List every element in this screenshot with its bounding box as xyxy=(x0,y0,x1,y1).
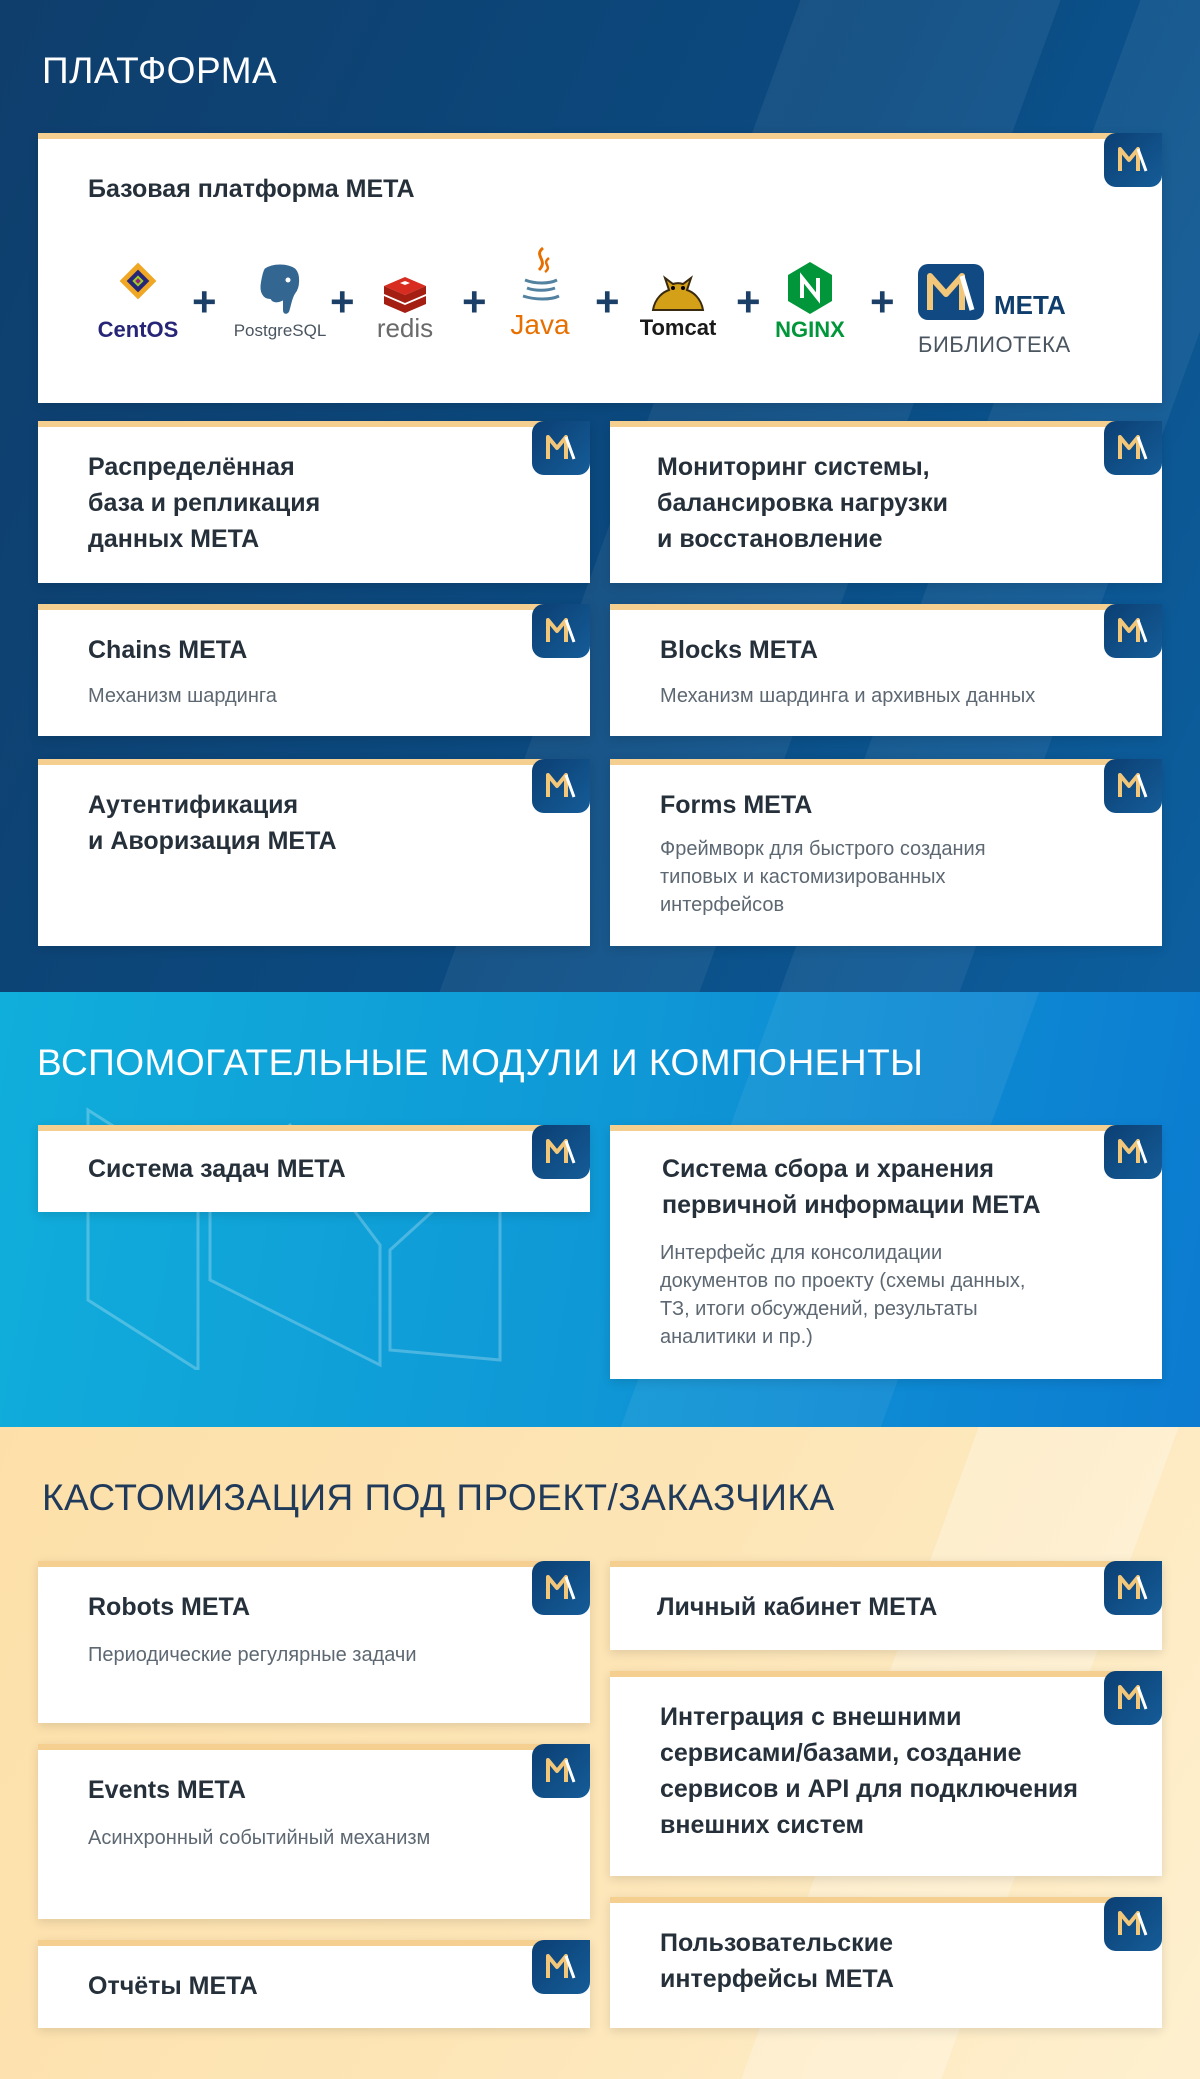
card-personal-account xyxy=(610,1561,1162,1650)
card-chains xyxy=(38,604,590,736)
card-title xyxy=(660,1699,1078,1843)
card-distributed-db xyxy=(38,421,590,583)
card-monitoring xyxy=(610,421,1162,583)
card-title-line: и восстановление xyxy=(657,525,883,553)
card-title-line: и Аворизация META xyxy=(88,827,337,855)
meta-logo-icon xyxy=(1118,1575,1148,1601)
meta-logo-icon xyxy=(546,1954,576,1980)
meta-logo-icon xyxy=(546,1758,576,1784)
card-title xyxy=(88,449,320,557)
plus-sign: + xyxy=(192,278,217,325)
card-description: Асинхронный событийный механизм xyxy=(88,1827,431,1849)
meta-badge xyxy=(1104,133,1162,187)
meta-library-icon xyxy=(918,264,984,320)
card-title-line: Интеграция с внешними xyxy=(660,1703,962,1731)
card-auth xyxy=(38,759,590,946)
card-title-line: данных META xyxy=(88,525,260,553)
plus-sign: + xyxy=(736,278,761,325)
card-title-line: первичной информации META xyxy=(662,1191,1041,1219)
card-description xyxy=(660,1239,1025,1351)
card-integration xyxy=(610,1671,1162,1876)
logo-label-redis: redis xyxy=(376,313,434,343)
logo-label-tomcat: Tomcat xyxy=(639,315,717,340)
logo-centos xyxy=(88,260,188,343)
meta-badge xyxy=(532,604,590,658)
meta-logo-icon xyxy=(546,435,576,461)
meta-badge xyxy=(1104,1897,1162,1951)
meta-badge xyxy=(1104,1561,1162,1615)
logo-label-postgresql: PostgreSQL xyxy=(233,321,327,340)
meta-badge xyxy=(1104,421,1162,475)
platform-section xyxy=(0,0,1200,992)
card-forms xyxy=(610,759,1162,946)
card-user-interfaces xyxy=(610,1897,1162,2028)
card-title xyxy=(657,449,948,557)
meta-logo-icon xyxy=(1118,773,1148,799)
logo-java xyxy=(490,246,590,341)
section-title-custom: КАСТОМИЗАЦИЯ ПОД ПРОЕКТ/ЗАКАЗЧИКА xyxy=(42,1477,835,1518)
card-description xyxy=(660,835,986,919)
base-platform-title: Базовая платформа META xyxy=(88,175,415,203)
meta-logo-icon xyxy=(1118,1911,1148,1937)
meta-logo-icon xyxy=(546,1575,576,1601)
card-desc-line: Фреймворк для быстрого создания xyxy=(660,838,986,860)
card-desc-line: Интерфейс для консолидации xyxy=(660,1242,943,1264)
meta-logo-icon xyxy=(1118,1139,1148,1165)
meta-logo-icon xyxy=(1118,1685,1148,1711)
card-desc-line: ТЗ, итоги обсуждений, результаты xyxy=(660,1298,978,1320)
meta-badge xyxy=(532,1125,590,1179)
card-title: Robots META xyxy=(88,1593,251,1621)
meta-logo-icon xyxy=(546,773,576,799)
card-title xyxy=(662,1151,1041,1223)
card-title: Личный кабинет META xyxy=(657,1593,938,1621)
section-title-modules: ВСПОМОГАТЕЛЬНЫЕ МОДУЛИ И КОМПОНЕНТЫ xyxy=(37,1042,924,1083)
logo-label-nginx: NGINX xyxy=(775,317,845,342)
card-description: Механизм шардинга и архивных данных xyxy=(660,685,1036,707)
meta-logo-icon xyxy=(1118,618,1148,644)
card-desc-line: документов по проекту (схемы данных, xyxy=(660,1270,1026,1292)
logo-nginx xyxy=(760,260,860,343)
card-title-line: база и репликация xyxy=(88,489,321,517)
card-title-line: сервисов и API для подключения xyxy=(660,1775,1079,1803)
meta-badge xyxy=(1104,604,1162,658)
centos-icon xyxy=(108,260,168,316)
meta-badge xyxy=(1104,759,1162,813)
card-title-line: Распределённая xyxy=(88,453,295,481)
card-title-line: сервисами/базами, создание xyxy=(660,1739,1022,1767)
meta-logo-icon xyxy=(546,1139,576,1165)
card-robots xyxy=(38,1561,590,1723)
card-desc-line: типовых и кастомизированных xyxy=(660,866,946,888)
plus-sign: + xyxy=(462,278,487,325)
card-events xyxy=(38,1744,590,1919)
tomcat-icon xyxy=(643,260,713,314)
card-title: Events META xyxy=(88,1776,246,1804)
card-title: Blocks META xyxy=(660,636,818,664)
meta-badge xyxy=(532,1940,590,1994)
card-task-system xyxy=(38,1125,590,1212)
plus-sign: + xyxy=(870,278,895,325)
card-title-line: Пользовательские xyxy=(660,1929,893,1957)
meta-badge xyxy=(532,759,590,813)
card-title: Forms META xyxy=(660,791,813,819)
meta-badge xyxy=(532,1561,590,1615)
logo-label-meta: META xyxy=(994,290,1066,320)
logo-sublabel-library: БИБЛИОТЕКА xyxy=(918,332,1071,357)
card-info-collection xyxy=(610,1125,1162,1379)
card-title-line: внешних систем xyxy=(660,1811,865,1839)
card-blocks xyxy=(610,604,1162,736)
card-desc-line: аналитики и пр.) xyxy=(660,1326,813,1348)
card-title: Отчёты META xyxy=(88,1972,258,2000)
logo-label-centos: CentOS xyxy=(97,317,179,342)
java-icon xyxy=(517,246,563,312)
meta-badge xyxy=(1104,1671,1162,1725)
meta-logo-icon xyxy=(1118,147,1148,173)
postgresql-icon xyxy=(252,260,308,320)
meta-logo-icon xyxy=(1118,435,1148,461)
plus-sign: + xyxy=(595,278,620,325)
card-title-line: интерфейсы META xyxy=(660,1965,894,1993)
card-title-line: Аутентификация xyxy=(88,791,299,819)
logo-tomcat xyxy=(618,260,738,341)
card-title xyxy=(88,787,337,859)
card-reports xyxy=(38,1940,590,2028)
logo-label-java: Java xyxy=(510,309,570,340)
card-title-line: балансировка нагрузки xyxy=(657,489,949,517)
meta-badge xyxy=(532,421,590,475)
meta-badge xyxy=(532,1744,590,1798)
tech-logos-row xyxy=(50,260,1080,360)
card-desc-line: интерфейсов xyxy=(660,894,785,916)
section-title-platform: ПЛАТФОРМА xyxy=(42,50,278,91)
nginx-icon xyxy=(784,260,836,316)
card-title-line: Система сбора и хранения xyxy=(662,1155,995,1183)
card-description: Периодические регулярные задачи xyxy=(88,1644,417,1666)
meta-badge xyxy=(1104,1125,1162,1179)
logo-redis xyxy=(360,274,450,344)
meta-logo-icon xyxy=(546,618,576,644)
card-description: Механизм шардинга xyxy=(88,685,277,707)
card-title xyxy=(660,1925,894,1997)
logo-postgresql xyxy=(220,260,340,341)
plus-sign: + xyxy=(330,278,355,325)
redis-icon xyxy=(380,274,430,314)
card-title-line: Мониторинг системы, xyxy=(657,453,930,481)
card-title: Chains META xyxy=(88,636,248,664)
card-title: Система задач META xyxy=(88,1155,346,1183)
